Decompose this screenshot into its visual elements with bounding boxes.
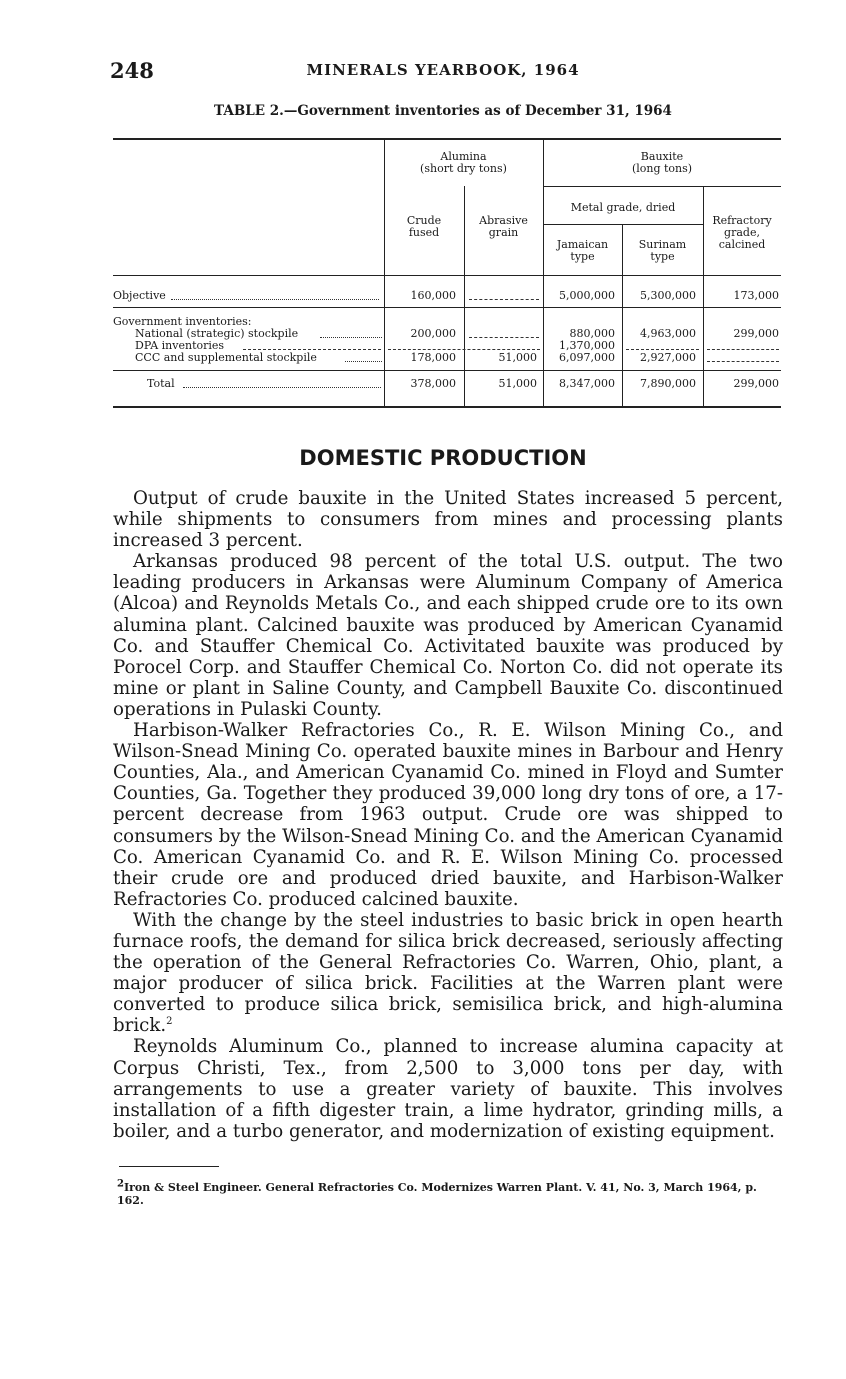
footnote: [117, 1178, 783, 1207]
dot-leader: [320, 337, 382, 338]
row-label-dpa: DPA inventories: [135, 339, 225, 352]
footnote-reference: 2: [166, 1016, 173, 1028]
row-label-government: Government inventories:: [113, 315, 252, 328]
paragraph: Harbison-Walker Refractories Co., R. E. Wilson Mining Co., and Wilson-Snead Mining Co. operated bauxite mines in Barbour and Henry Counties, Ala., and American Cyanamid Co. mined in Floyd and Sumter Counties, Ga. Together they produced 39,000 long dry tons of ore, a 17-percent decrease from 1963 output. Crude ore was shipped to consumers by the Wilson-Snead Mining Co. and the American Cyanamid Co. American Cyanamid Co. and R. E. Wilson Mining Co. processed their crude ore and produced dried bauxite, and Harbison-Walker Refractories Co. produced calcined bauxite.: [113, 720, 783, 910]
objective-surinam: 5,300,000: [640, 289, 696, 302]
ccc-abrasive: 51,000: [498, 351, 537, 364]
table-bottom-rule: [113, 406, 781, 408]
refractory-header: Refractory grade, calcined: [712, 214, 772, 251]
total-crude: 378,000: [410, 377, 456, 390]
empty-cell-dash: [469, 299, 539, 300]
total-jamaican: 8,347,000: [559, 377, 615, 390]
footnote-text: Iron & Steel Engineer. General Refractories Co. Modernizes Warren Plant. V. 41, No. 3, March 1964, p. 162.: [117, 1181, 757, 1207]
table-top-rule: [113, 138, 781, 140]
row-label-ccc: CCC and supplemental stockpile: [135, 351, 317, 364]
national-surinam: 4,963,000: [640, 327, 696, 340]
empty-cell-dash: [707, 349, 779, 350]
row-label-total: Total: [147, 377, 175, 390]
ccc-jamaican: 6,097,000: [559, 351, 615, 364]
paragraph: Reynolds Aluminum Co., planned to increase alumina capacity at Corpus Christi, Tex., from 2,500 to 3,000 tons per day, with arrangements to use a greater variety of bauxite. This involves installation of a fifth digester train, a lime hydrator, grinding mills, a boiler, and a turbo generator, and modernization of existing equipment.: [113, 1036, 783, 1142]
paragraph: Output of crude bauxite in the United States increased 5 percent, while shipments to consumers from mines and processing plants increased 3 percent.: [113, 488, 783, 552]
jamaican-type-header: Jamaican type: [556, 238, 609, 263]
footnote-rule: [119, 1166, 219, 1167]
page-number: 248: [110, 58, 154, 83]
total-refractory: 299,000: [733, 377, 779, 390]
objective-refractory: 173,000: [733, 289, 779, 302]
alumina-group-header: Alumina (short dry tons): [420, 150, 507, 175]
paragraph-text: With the change by the steel industries to basic brick in open hearth furnace roofs, the demand for silica brick decreased, seriously affecting the operation of the General Refractories Co. Warren, Ohio, plant, a major producer of silica brick. Facilities at the Warren plant were converted to produce silica brick, semisilica brick, and high-alumina brick.: [113, 909, 783, 1037]
dash-leader: [243, 349, 381, 350]
metal-grade-header: Metal grade, dried: [570, 201, 676, 214]
national-jamaican: 880,000: [569, 327, 615, 340]
abrasive-grain-header: Abrasive grain: [479, 214, 528, 239]
total-rule: [113, 370, 781, 371]
dot-leader: [183, 387, 381, 388]
bauxite-group-header: Bauxite (long tons): [631, 150, 693, 175]
header-bottom-rule: [113, 275, 781, 276]
col-divider: [384, 138, 385, 406]
empty-cell-dash: [707, 361, 779, 362]
objective-crude: 160,000: [410, 289, 456, 302]
ccc-surinam: 2,927,000: [640, 351, 696, 364]
inventory-table: [113, 138, 781, 408]
footnote-marker: 2: [117, 1178, 124, 1190]
objective-jamaican: 5,000,000: [559, 289, 615, 302]
ccc-crude: 178,000: [410, 351, 456, 364]
bauxite-group-rule: [543, 186, 781, 187]
table-title: TABLE 2.—Government inventories as of December 31, 1964: [214, 103, 672, 119]
paragraph: [113, 910, 783, 1037]
national-refractory: 299,000: [733, 327, 779, 340]
crude-fused-header: Crude fused: [406, 214, 442, 239]
col-divider: [543, 138, 544, 406]
empty-cell-dash: [626, 349, 699, 350]
dpa-jamaican: 1,370,000: [559, 339, 615, 352]
total-surinam: 7,890,000: [640, 377, 696, 390]
row-label-objective: Objective: [113, 289, 166, 302]
total-abrasive: 51,000: [498, 377, 537, 390]
empty-cell-dash: [388, 349, 540, 350]
empty-cell-dash: [469, 337, 539, 338]
section-heading: DOMESTIC PRODUCTION: [299, 446, 587, 470]
paragraph: Arkansas produced 98 percent of the total U.S. output. The two leading producers in Arkansas were Aluminum Company of America (Alcoa) and Reynolds Metals Co., and each shipped crude ore to its own alumina plant. Calcined bauxite was produced by American Cyanamid Co. and Stauffer Chemical Co. Activitated bauxite was produced by Porocel Corp. and Stauffer Chemical Co. Norton Co. did not operate its mine or plant in Saline County, and Campbell Bauxite Co. discontinued operations in Pulaski County.: [113, 551, 783, 720]
objective-rule: [113, 307, 781, 308]
row-label-national: National (strategic) stockpile: [135, 327, 299, 340]
running-title: MINERALS YEARBOOK, 1964: [306, 61, 580, 79]
surinam-type-header: Surinam type: [638, 238, 687, 263]
metal-grade-rule: [543, 224, 703, 225]
dot-leader: [171, 299, 379, 300]
national-crude: 200,000: [410, 327, 456, 340]
body-text: [113, 488, 783, 1142]
dot-leader: [345, 361, 382, 362]
